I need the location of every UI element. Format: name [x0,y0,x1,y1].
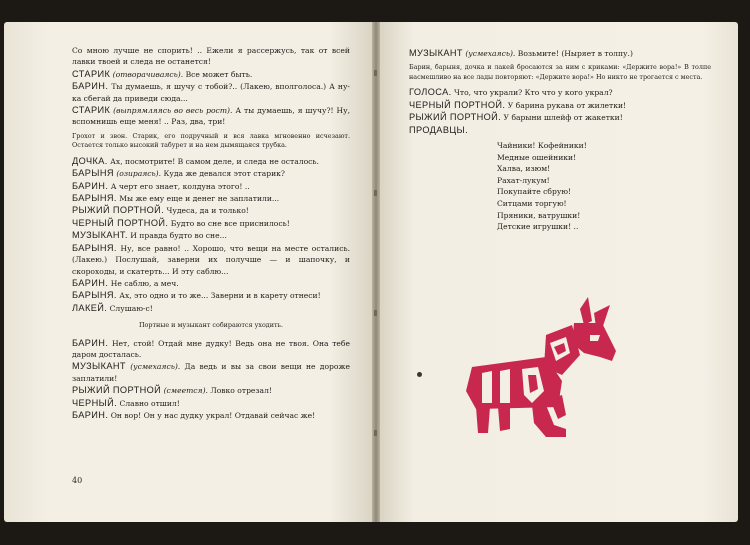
line-text: Он вор! Он у нас дудку украл! Отдавай сейчас же! [110,411,316,421]
speaker-name: РЫЖИЙ ПОРТНОЙ. [72,205,165,216]
vendor-cry-line: Детские игрушки! .. [497,222,579,232]
dialogue-line [72,156,350,167]
binding-stitch [374,310,377,316]
stage-direction: Барин, барыня, дочка и лакей бросаются за ним с криками: «Держите вора!» В толпе насмешливо на все лады повторяют: «Держите вора!» Но никто не трогается с места. [409,63,711,81]
dialogue-line [72,181,350,192]
speaker-name: БАРЫНЯ. [72,290,117,301]
speaker-name: ЛАКЕЙ. [72,302,108,313]
line-text: Славно отшил! [119,398,180,408]
speaker-name: РЫЖИЙ ПОРТНОЙ [72,385,162,396]
horse-illustration-icon [462,295,622,445]
line-text: У барина рукава от жилетки! [507,100,627,110]
speaker-name: СТАРИК [72,105,111,116]
dialogue-line [72,69,350,80]
dialogue-line [72,398,350,409]
left-page-text [72,45,350,422]
right-page-dialogue [409,48,711,136]
speaker-name: БАРИН. [72,410,109,421]
stage-remark: (усмехаясь). [130,362,181,372]
dialogue-line [72,45,350,68]
speaker-name: БАРИН. [72,81,109,92]
dialogue-line [409,87,711,98]
speaker-name: ГОЛОСА. [409,87,452,98]
speaker-name: БАРИН. [72,277,109,288]
dialogue-line [72,410,350,421]
line-text: Ах, это одно и то же... Заверни и в карету отнеси! [119,291,321,301]
dialogue-line [409,100,711,111]
dialogue-line [72,338,350,361]
ink-blot [417,372,422,377]
binding-stitch [374,190,377,196]
dialogue-line [409,48,711,59]
dialogue-line [72,303,350,314]
line-text: У барыни шлейф от жакетки! [503,113,623,123]
line-text: Со мною лучше не спорить! .. Ежели я рассержусь, так от всей лавки твоей и следа не останется! [72,46,350,67]
line-text: Куда же девался этот старик? [163,169,285,179]
speaker-name: БАРЫНЯ. [72,193,117,204]
speaker-name: БАРИН. [72,180,109,191]
stage-remark: (озираясь). [116,169,162,179]
line-text: Ты думаешь, я шучу с тобой?.. (Лакею, вполголоса.) А ну-ка сбегай да приведи сюда... [72,82,350,103]
dialogue-line [72,230,350,241]
speaker-name: МУЗЫКАНТ [409,48,463,58]
line-text: Что, что украли? Кто что у кого украл? [454,88,613,98]
vendors-cries [497,140,711,233]
dialogue-line [72,385,350,396]
speaker-name: МУЗЫКАНТ. [72,230,128,241]
vendor-cry-line: Медные ошейники! [497,152,577,162]
binding-stitch [374,430,377,436]
stage-remark: (усмехаясь). [465,49,516,58]
dialogue-line [72,290,350,301]
vendor-cry-line: Халва, изюм! [497,164,551,174]
line-text: И правда будто во сне... [130,231,227,241]
vendor-cry-line: Чайники! Кофейники! [497,141,587,151]
line-text: Мы же ему еще и денег не заплатили... [119,194,280,204]
speaker-name: БАРЫНЯ. [72,242,117,253]
dialogue-line [72,168,350,179]
speaker-name: ПРОДАВЦЫ. [409,124,469,135]
speaker-name: ЧЕРНЫЙ ПОРТНОЙ. [409,99,506,110]
vendor-cry-line: Рахат-лукум! [497,175,550,185]
dialogue-line [409,125,711,136]
stage-remark: (выпрямляясь во весь рост). [113,106,233,116]
line-text: Да ведь и вы за свои вещи не дороже заплатили! [72,362,350,383]
vendor-cry-line: Ситцами торгую! [497,199,567,208]
dialogue-line [72,361,350,384]
line-text: А ты думаешь, я шучу?! Ну, вспомнишь еще меня! .. Раз, два, три! [72,106,350,127]
speaker-name: МУЗЫКАНТ [72,361,126,372]
vendor-cry-line: Пряники, ватрушки! [497,210,581,220]
line-text: Возьмите! (Ныряет в толпу.) [517,49,633,58]
page-number: 40 [72,476,83,485]
line-text: А черт его знает, колдуна этого! .. [110,181,250,191]
dialogue-line [72,243,350,277]
speaker-name: ЧЕРНЫЙ. [72,397,118,408]
vendor-cry-line: Покупайте сбрую! [497,187,571,197]
speaker-name: СТАРИК [72,68,111,79]
binding-stitch [374,70,377,76]
speaker-name: ЧЕРНЫЙ ПОРТНОЙ. [72,217,169,228]
line-text: Ах, посмотрите! В самом деле, и следа не осталось. [110,156,319,166]
line-text: Слушаю-с! [109,303,153,313]
stage-direction: Грохот и звон. Старик, его подручный и вся лавка мгновенно исчезают. Остается только высокий табурет и на нем дымящаяся трубка. [72,131,350,150]
dialogue-line [72,105,350,128]
line-text: Нет, стой! Отдай мне дудку! Ведь она не твоя. Она тебе даром досталась. [72,338,350,360]
speaker-name: БАРЫНЯ [72,168,114,179]
dialogue-line [409,112,711,123]
line-text: Не саблю, а меч. [110,278,179,288]
line-text: Чудеса, да и только! [166,206,249,216]
line-text: Будто во сне все приснилось! [170,218,290,228]
line-text: Ловко отрезал! [210,386,272,396]
dialogue-line [72,218,350,229]
right-page-text [409,48,711,233]
line-text: Ну, все равно! .. Хорошо, что вещи на месте остались. (Лакею.) Послушай, заверни их получше — и шапочку, и скороходы, и скатерть... И эту саблю... [72,243,350,276]
dialogue-line [72,81,350,104]
speaker-name: ДОЧКА. [72,155,108,166]
stage-direction: Портные и музыкант собираются уходить. [138,321,284,330]
speaker-name: РЫЖИЙ ПОРТНОЙ. [409,112,502,123]
dialogue-line [72,278,350,289]
line-text: Все может быть. [185,69,253,79]
speaker-name: БАРИН. [72,337,109,348]
book-gutter [372,22,380,522]
dialogue-line [72,193,350,204]
stage-remark: (смеется). [163,386,208,396]
stage-remark: (отворачиваясь). [112,69,184,79]
dialogue-line [72,205,350,216]
